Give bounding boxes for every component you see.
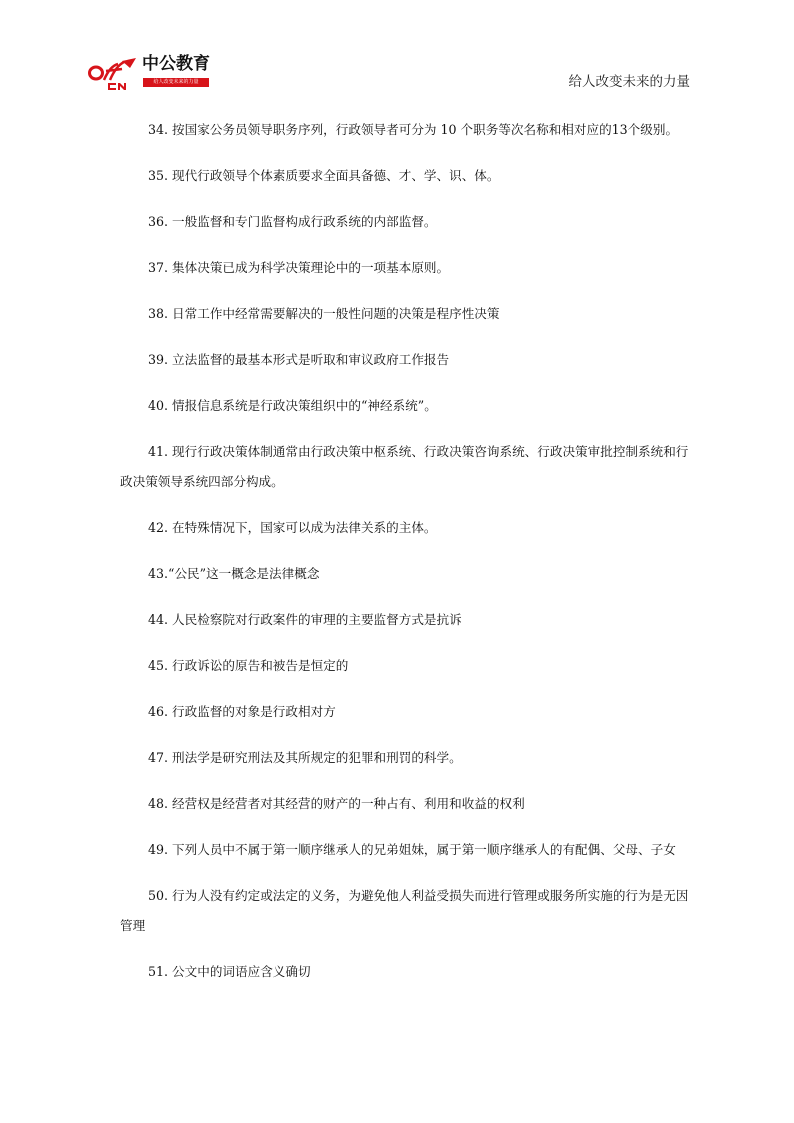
question-item: 44. 人民检察院对行政案件的审理的主要监督方式是抗诉 <box>148 612 462 627</box>
question-item: 39. 立法监督的最基本形式是听取和审议政府工作报告 <box>148 352 450 367</box>
question-item: 46. 行政监督的对象是行政相对方 <box>148 704 336 719</box>
question-item: 42. 在特殊情况下，国家可以成为法律关系的主体。 <box>148 520 437 535</box>
header-slogan: 给人改变未来的力量 <box>568 74 690 90</box>
logo-tagline: 给人改变未来的力量 <box>143 78 209 87</box>
question-item: 40. 情报信息系统是行政决策组织中的“神经系统”。 <box>148 398 437 413</box>
question-item: 49. 下列人员中不属于第一顺序继承人的兄弟姐妹，属于第一顺序继承人的有配偶、父母、子女 <box>148 842 676 857</box>
question-item: 34. 按国家公务员领导职务序列，行政领导者可分为 10 个职务等次名称和相对应的13个级别。 <box>148 122 679 137</box>
question-item: 51. 公文中的词语应含义确切 <box>148 964 311 979</box>
offcn-logo-mark-icon <box>88 58 138 90</box>
offcn-logo <box>88 54 228 94</box>
logo-text: 中公教育 <box>142 54 210 74</box>
question-item: 41. 现行行政决策体制通常由行政决策中枢系统、行政决策咨询系统、行政决策审批控制系统和行政决策领导系统四部分构成。 <box>120 444 689 489</box>
question-item: 35. 现代行政领导个体素质要求全面具备德、才、学、识、体。 <box>148 168 500 183</box>
question-item: 38. 日常工作中经常需要解决的一般性问题的决策是程序性决策 <box>148 306 500 321</box>
question-item: 37. 集体决策已成为科学决策理论中的一项基本原则。 <box>148 260 450 275</box>
question-item: 36. 一般监督和专门监督构成行政系统的内部监督。 <box>148 214 437 229</box>
question-item: 45. 行政诉讼的原告和被告是恒定的 <box>148 658 349 673</box>
question-item: 50. 行为人没有约定或法定的义务，为避免他人利益受损失而进行管理或服务所实施的行为是无因管理 <box>120 888 689 933</box>
question-item: 48. 经营权是经营者对其经营的财产的一种占有、利用和收益的权利 <box>148 796 525 811</box>
question-item: 47. 刑法学是研究刑法及其所规定的犯罪和刑罚的科学。 <box>148 750 462 765</box>
question-item: 43.“公民”这一概念是法律概念 <box>148 566 320 581</box>
document-body <box>120 115 692 1003</box>
